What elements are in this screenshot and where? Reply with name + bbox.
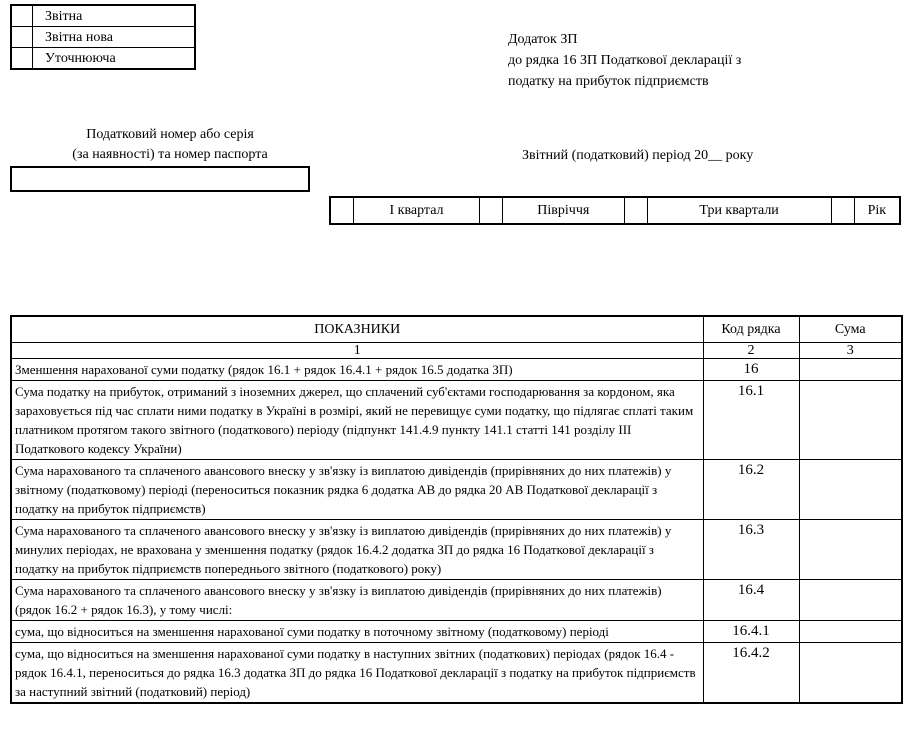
- report-type-checkbox-clarifying[interactable]: [11, 48, 33, 70]
- row-sum-field[interactable]: [799, 580, 902, 621]
- row-description: Сума нарахованого та сплаченого авансового внеску у зв'язку із виплатою дивідендів (прирівняних до них платежів) у минулих періодах, не врахована у зменшення податку (рядок 16.4.2 додатка ЗП до рядка 16 Податкової декларації з податку на прибуток підприємств попереднього звітного (податкового) року): [11, 520, 703, 580]
- row-description: Сума податку на прибуток, отриманий з іноземних джерел, що сплачений суб'єктами господарювання за кордоном, яка зараховується під час сплати ними податку в Україні в розмірі, який не перевищує суми податку, що підлягає сплаті таким платником протягом такого звітного (податкового) періоду (підпункт 141.4.9 пункту 141.1 статті 141 розділу III Податкового кодексу України): [11, 381, 703, 460]
- period-option-three-quarters: Три квартали: [647, 197, 831, 224]
- row-code: 16.1: [703, 381, 799, 460]
- table-row: [11, 643, 902, 704]
- row-sum-field[interactable]: [799, 520, 902, 580]
- header-code: Код рядка: [703, 316, 799, 343]
- row-code: 16: [703, 359, 799, 381]
- period-checkbox-three-quarters[interactable]: [624, 197, 647, 224]
- period-option-half-year: Півріччя: [503, 197, 624, 224]
- reporting-period-label: Звітний (податковий) період 20__ року: [522, 148, 754, 163]
- row-sum-field[interactable]: [799, 643, 902, 704]
- row-code: 16.3: [703, 520, 799, 580]
- report-type-row[interactable]: [11, 27, 195, 48]
- report-type-row[interactable]: [11, 48, 195, 70]
- column-number: 2: [703, 343, 799, 359]
- report-type-row[interactable]: [11, 5, 195, 27]
- period-option-year: Рік: [854, 197, 900, 224]
- row-description: Сума нарахованого та сплаченого авансового внеску у зв'язку із виплатою дивідендів (прирівняних до них платежів) у звітному (податковому) періоді (переноситься показник рядка 6 додатка АВ до рядка 20 АВ Податкової декларації з податку на прибуток підприємств): [11, 460, 703, 520]
- table-row: [11, 621, 902, 643]
- row-description: сума, що відноситься на зменшення нарахованої суми податку в наступних звітних (податкових) періодах (рядок 16.4 - рядок 16.4.1, переноситься до рядка 16.3 додатка ЗП до рядка 16 Податкової декларації з податку на прибуток підприємств за наступний звітний (податковий) період): [11, 643, 703, 704]
- column-number-row: [11, 343, 902, 359]
- row-code: 16.2: [703, 460, 799, 520]
- tax-number-label-line: (за наявності) та номер паспорта: [72, 147, 268, 162]
- column-number: 3: [799, 343, 902, 359]
- tax-number-input[interactable]: [10, 166, 310, 192]
- period-checkbox-year[interactable]: [831, 197, 854, 224]
- table-header-row: [11, 316, 902, 343]
- report-type-label: Уточнююча: [33, 48, 196, 70]
- row-description: Зменшення нарахованої суми податку (рядок 16.1 + рядок 16.4.1 + рядок 16.5 додатка ЗП): [11, 359, 703, 381]
- tax-number-label: [20, 125, 320, 165]
- row-sum-field[interactable]: [799, 621, 902, 643]
- table-row: [11, 460, 902, 520]
- appendix-header: [508, 29, 868, 92]
- appendix-subtitle-line: податку на прибуток підприємств: [508, 74, 709, 89]
- header-indicators: ПОКАЗНИКИ: [11, 316, 703, 343]
- report-type-box: [10, 4, 196, 70]
- row-sum-field[interactable]: [799, 359, 902, 381]
- report-type-checkbox-new[interactable]: [11, 27, 33, 48]
- report-type-label: Звітна: [33, 5, 196, 27]
- row-sum-field[interactable]: [799, 381, 902, 460]
- appendix-subtitle-line: до рядка 16 ЗП Податкової декларації з: [508, 53, 742, 68]
- row-code: 16.4: [703, 580, 799, 621]
- row-sum-field[interactable]: [799, 460, 902, 520]
- indicators-table: [10, 315, 903, 704]
- reporting-period-selector: [329, 196, 901, 225]
- header-sum: Сума: [799, 316, 902, 343]
- row-code: 16.4.1: [703, 621, 799, 643]
- table-row: [11, 520, 902, 580]
- period-checkbox-q1[interactable]: [330, 197, 354, 224]
- table-row: [11, 381, 902, 460]
- period-option-q1: I квартал: [354, 197, 480, 224]
- row-description: сума, що відноситься на зменшення нарахованої суми податку в поточному звітному (податковому) періоді: [11, 621, 703, 643]
- row-description: Сума нарахованого та сплаченого авансового внеску у зв'язку із виплатою дивідендів (прирівняних до них платежів) (рядок 16.2 + рядок 16.3), у тому числі:: [11, 580, 703, 621]
- appendix-title: Додаток ЗП: [508, 32, 578, 47]
- table-row: [11, 359, 902, 381]
- table-row: [11, 580, 902, 621]
- report-type-checkbox-regular[interactable]: [11, 5, 33, 27]
- row-code: 16.4.2: [703, 643, 799, 704]
- report-type-label: Звітна нова: [33, 27, 196, 48]
- period-checkbox-half-year[interactable]: [480, 197, 503, 224]
- column-number: 1: [11, 343, 703, 359]
- tax-number-label-line: Податковий номер або серія: [86, 127, 254, 142]
